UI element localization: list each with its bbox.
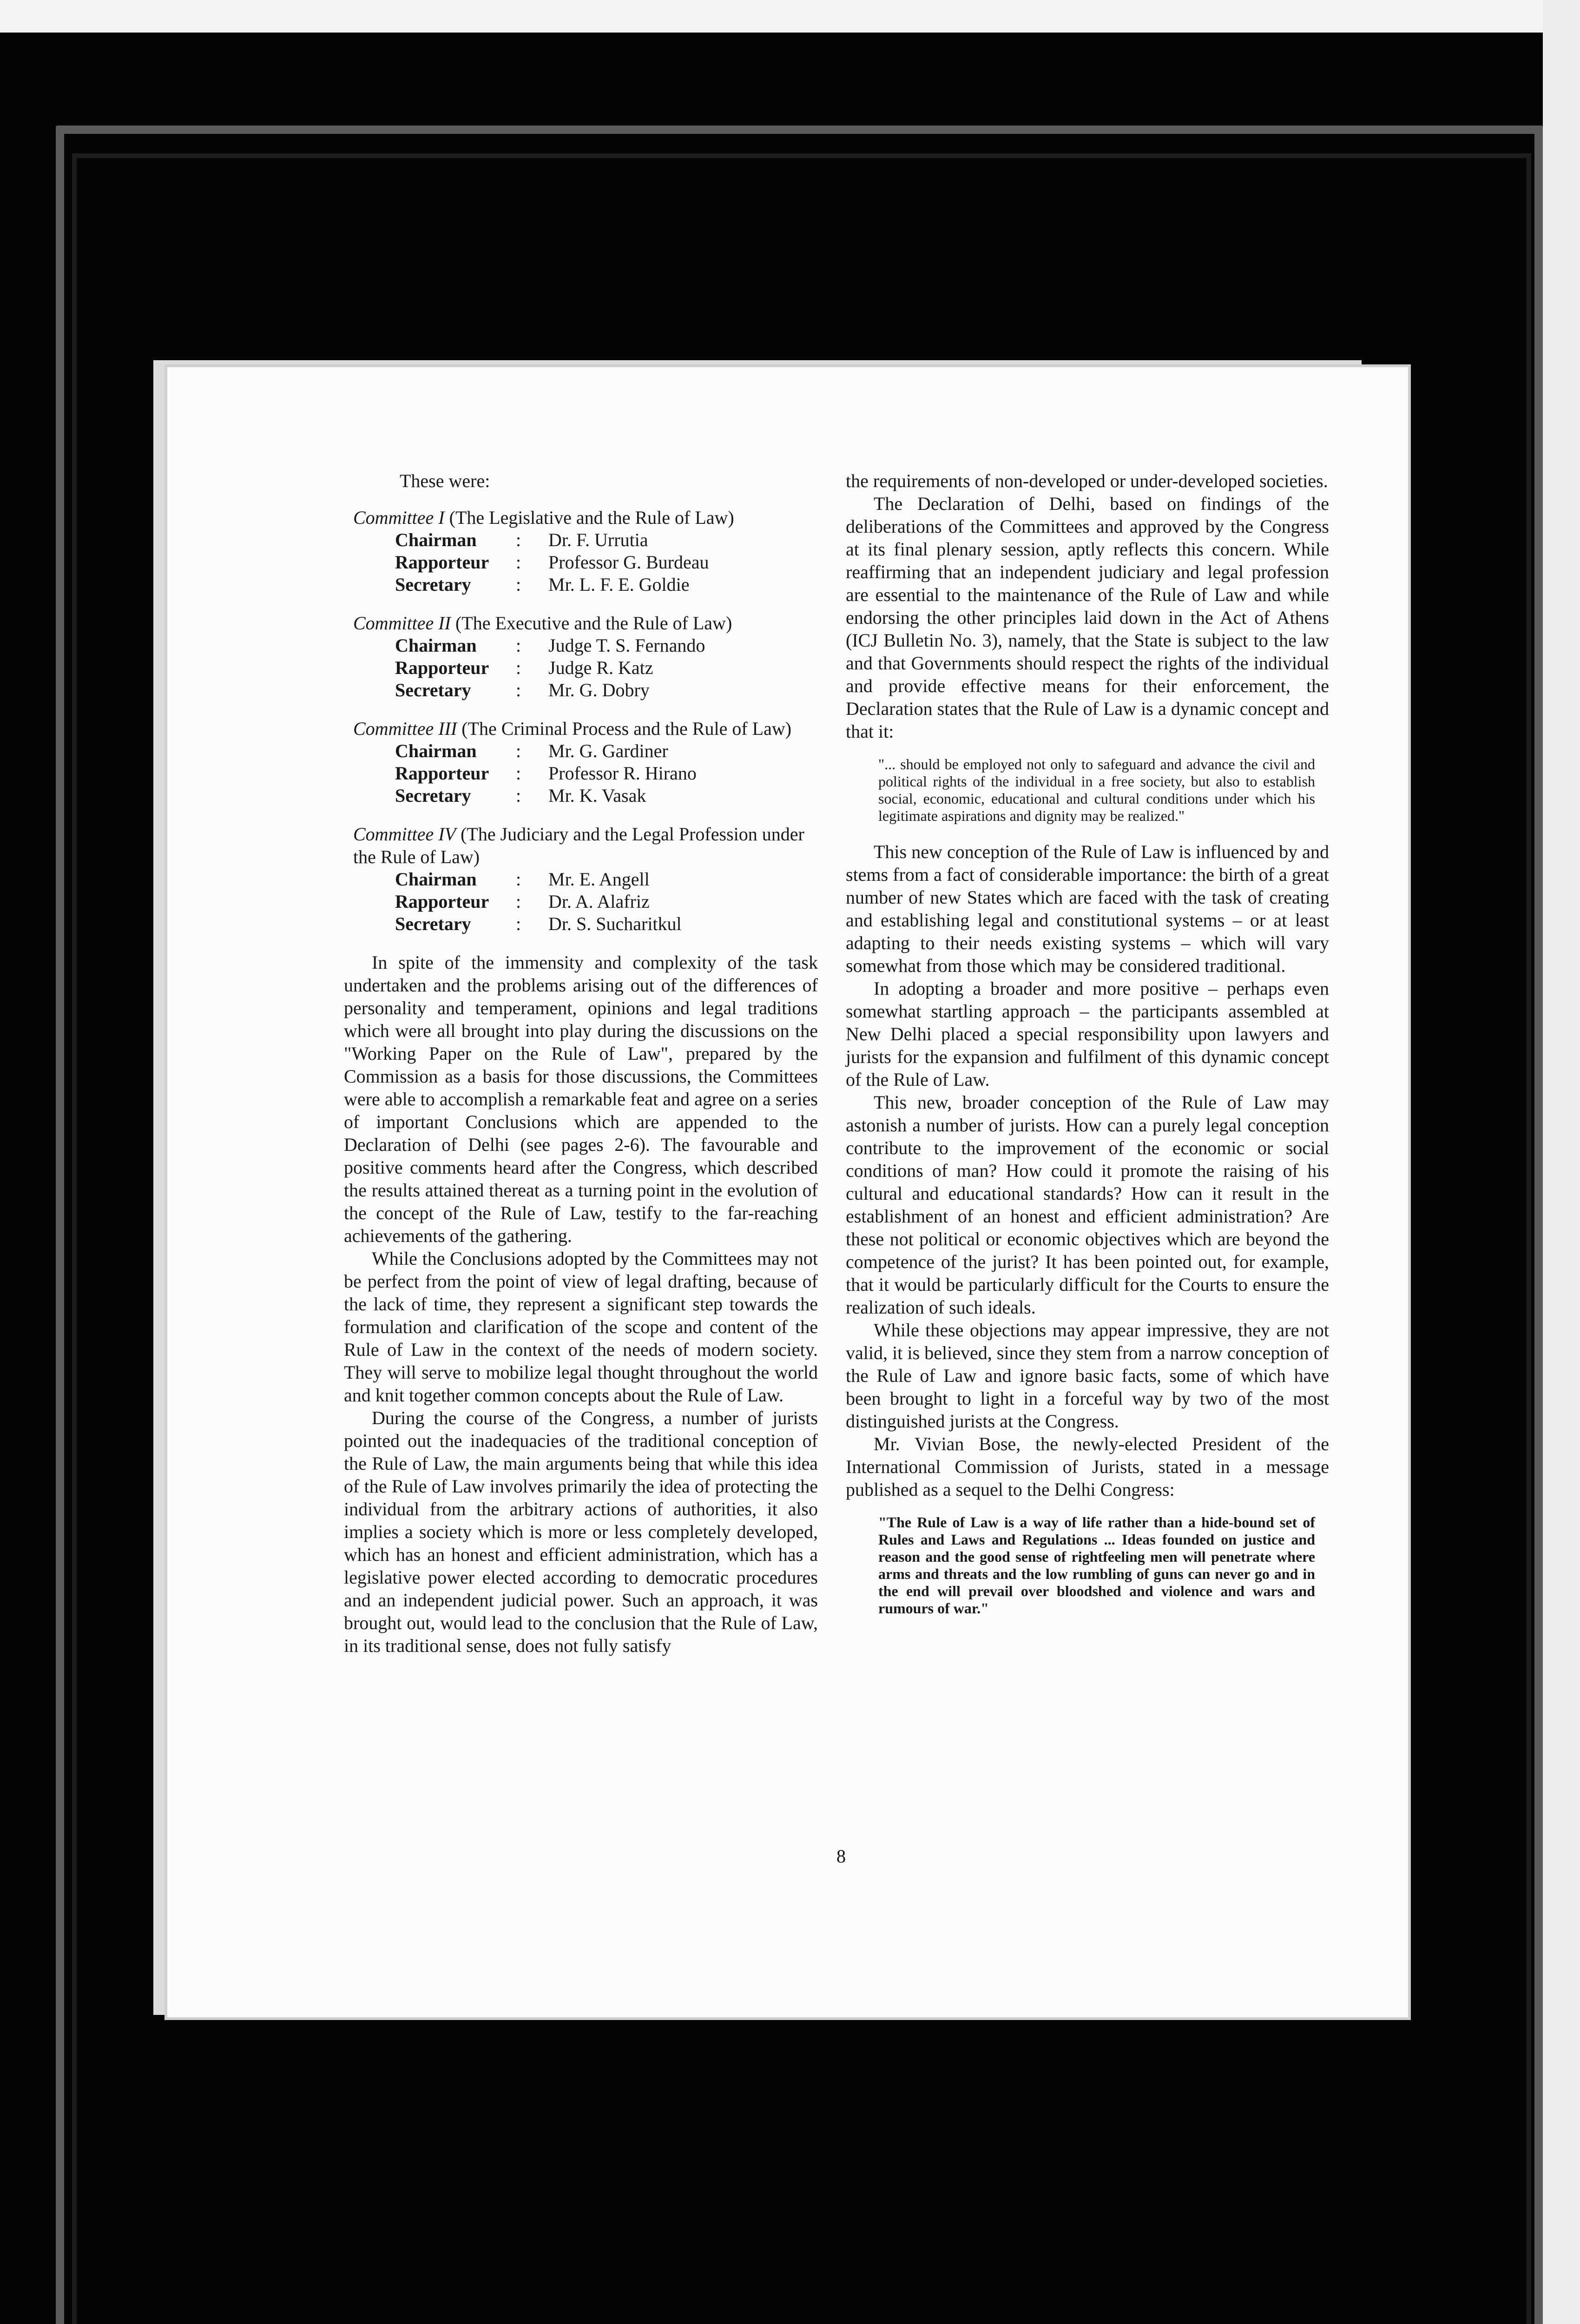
member-name: Mr. E. Angell bbox=[548, 869, 650, 890]
separator: : bbox=[516, 763, 521, 784]
committee-title bbox=[344, 823, 818, 868]
member-row bbox=[344, 868, 818, 891]
member-name: Dr. A. Alafriz bbox=[548, 891, 650, 912]
committee-subject: (The Judiciary and the Legal Profession under the Rule of Law) bbox=[353, 824, 804, 867]
committee-3 bbox=[344, 717, 818, 807]
committee-title bbox=[344, 612, 818, 634]
page-number: 8 bbox=[836, 1846, 846, 1867]
committee-name: Committee IV bbox=[353, 824, 456, 845]
body-paragraph: Mr. Vivian Bose, the newly-elected President of the International Commission of Jurists, stated in a message published as a sequel to the Delhi Congress: bbox=[846, 1433, 1329, 1500]
separator: : bbox=[516, 680, 521, 700]
committee-subject: (The Executive and the Rule of Law) bbox=[455, 613, 732, 634]
member-name: Mr. K. Vasak bbox=[548, 785, 646, 806]
member-row bbox=[344, 891, 818, 913]
member-role: Chairman bbox=[395, 740, 477, 761]
separator: : bbox=[516, 869, 521, 890]
member-role: Secretary bbox=[395, 680, 471, 700]
separator: : bbox=[516, 635, 521, 656]
block-quote: "... should be employed not only to safeguard and advance the civil and political rights of the individual in a free society, but also to establish social, economic, educational and cultural conditions under which his legitimate aspirations and dignity may be realized." bbox=[878, 756, 1315, 824]
member-name: Professor R. Hirano bbox=[548, 763, 697, 784]
member-role: Rapporteur bbox=[395, 552, 489, 573]
body-paragraph: In adopting a broader and more positive – perhaps even somewhat startling approach – the participants assembled at New Delhi placed a special responsibility upon lawyers and jurists for the expansion and fulfilment of this dynamic concept of the Rule of Law. bbox=[846, 978, 1329, 1090]
member-role: Chairman bbox=[395, 869, 477, 890]
member-name: Judge R. Katz bbox=[548, 657, 653, 678]
separator: : bbox=[516, 657, 521, 678]
body-paragraph: While the Conclusions adopted by the Committees may not be perfect from the point of view of legal drafting, because of the lack of time, they represent a significant step towards the formulation and clarification of the scope and content of the Rule of Law in the context of the needs of modern society. They will serve to mobilize legal thought throughout the world and knit together common concepts about the Rule of Law. bbox=[344, 1248, 818, 1406]
member-row bbox=[344, 657, 818, 679]
block-quote: "The Rule of Law is a way of life rather than a hide-bound set of Rules and Laws and Regulations ... Ideas founded on justice and reason and the good sense of rightfeeling men will penetrate where arms and threats and the low rumbling of guns can never go and in the end will prevail over bloodshed and violence and wars and rumours of war." bbox=[878, 1514, 1315, 1617]
committee-4 bbox=[344, 823, 818, 935]
member-name: Judge T. S. Fernando bbox=[548, 635, 705, 656]
document-page bbox=[167, 367, 1408, 2017]
committee-name: Committee III bbox=[353, 718, 457, 739]
member-row bbox=[344, 785, 818, 807]
committee-title bbox=[344, 506, 818, 529]
committee-title bbox=[344, 717, 818, 740]
committee-1 bbox=[344, 506, 818, 596]
member-row bbox=[344, 762, 818, 785]
separator: : bbox=[516, 913, 521, 934]
member-row bbox=[344, 551, 818, 574]
body-paragraph: This new, broader conception of the Rule of Law may astonish a number of jurists. How can a purely legal conception contribute to the improvement of the economic or social conditions of man? How could it promote the raising of his cultural and educational standards? How can it result in the establishment of an honest and efficient administration? Are these not political or economic objectives which are beyond the competence of the jurist? It has been pointed out, for example, that it would be particularly difficult for the Courts to ensure the realization of such ideals. bbox=[846, 1092, 1329, 1318]
member-name: Dr. S. Sucharitkul bbox=[548, 913, 682, 934]
separator: : bbox=[516, 785, 521, 806]
member-role: Secretary bbox=[395, 913, 471, 934]
body-paragraph: While these objections may appear impressive, they are not valid, it is believed, since they stem from a narrow conception of the Rule of Law and ignore basic facts, some of which have been brought to light in a forceful way by two of the most distinguished jurists at the Congress. bbox=[846, 1320, 1329, 1432]
left-column bbox=[344, 469, 818, 1657]
body-paragraph: During the course of the Congress, a number of jurists pointed out the inadequacies of the traditional conception of the Rule of Law, the main arguments being that while this idea of the Rule of Law involves primarily the idea of protecting the individual from the arbitrary actions of authorities, it also implies a society which is more or less completely developed, which has an honest and efficient administration, which has a legislative power elected according to democratic procedures and an independent judicial power. Such an approach, it was brought out, would lead to the conclusion that the Rule of Law, in its traditional sense, does not fully satisfy bbox=[344, 1407, 818, 1656]
member-name: Mr. L. F. E. Goldie bbox=[548, 574, 690, 595]
separator: : bbox=[516, 529, 521, 550]
member-row bbox=[344, 740, 818, 762]
right-column bbox=[846, 469, 1329, 1633]
committee-subject: (The Legislative and the Rule of Law) bbox=[449, 507, 734, 528]
member-role: Rapporteur bbox=[395, 763, 489, 784]
intro-text: These were: bbox=[400, 470, 490, 491]
committee-name: Committee I bbox=[353, 507, 445, 528]
member-row bbox=[344, 634, 818, 657]
body-paragraph: The Declaration of Delhi, based on findings of the deliberations of the Committees and approved by the Congress at its final plenary session, aptly reflects this concern. While reaffirming that an independent judiciary and legal profession are essential to the maintenance of the Rule of Law and while endorsing the other principles laid down in the Act of Athens (ICJ Bulletin No. 3), namely, that the State is subject to the law and that Governments should respect the rights of the individual and provide effective means for their enforcement, the Declaration states that the Rule of Law is a dynamic concept and that it: bbox=[846, 493, 1329, 742]
film-top-border bbox=[0, 0, 1580, 33]
member-row bbox=[344, 679, 818, 701]
committee-2 bbox=[344, 612, 818, 701]
member-row bbox=[344, 529, 818, 551]
member-role: Chairman bbox=[395, 529, 477, 550]
separator: : bbox=[516, 552, 521, 573]
separator: : bbox=[516, 574, 521, 595]
body-paragraph: This new conception of the Rule of Law is influenced by and stems from a fact of considerable importance: the birth of a great number of new States which are faced with the task of creating and establishing legal and constitutional systems – or at least adapting to their needs existing systems – which will vary somewhat from those which may be considered traditional. bbox=[846, 841, 1329, 976]
member-role: Secretary bbox=[395, 785, 471, 806]
body-paragraph-continued: the requirements of non-developed or under-developed societies. bbox=[846, 470, 1328, 491]
member-row bbox=[344, 913, 818, 935]
body-paragraph: In spite of the immensity and complexity of the task undertaken and the problems arising out of the differences of personality and temperament, opinions and legal traditions which were all brought into play during the discussions on the "Working Paper on the Rule of Law", prepared by the Commission as a basis for those discussions, the Committees were able to accomplish a remarkable feat and agree on a series of important Conclusions which are appended to the Declaration of Delhi (see pages 2-6). The favourable and positive comments heard after the Congress, which described the results attained thereat as a turning point in the evolution of the concept of the Rule of Law, testify to the far-reaching achievements of the gathering. bbox=[344, 952, 818, 1246]
committee-subject: (The Criminal Process and the Rule of Law) bbox=[461, 718, 792, 739]
separator: : bbox=[516, 891, 521, 912]
member-name: Dr. F. Urrutia bbox=[548, 529, 648, 550]
member-name: Mr. G. Gardiner bbox=[548, 740, 668, 761]
member-name: Professor G. Burdeau bbox=[548, 552, 709, 573]
member-role: Rapporteur bbox=[395, 891, 489, 912]
member-name: Mr. G. Dobry bbox=[548, 680, 650, 700]
committee-name: Committee II bbox=[353, 613, 451, 634]
member-row bbox=[344, 574, 818, 596]
member-role: Secretary bbox=[395, 574, 471, 595]
film-right-border bbox=[1543, 0, 1580, 2324]
member-role: Chairman bbox=[395, 635, 477, 656]
separator: : bbox=[516, 740, 521, 761]
member-role: Rapporteur bbox=[395, 657, 489, 678]
